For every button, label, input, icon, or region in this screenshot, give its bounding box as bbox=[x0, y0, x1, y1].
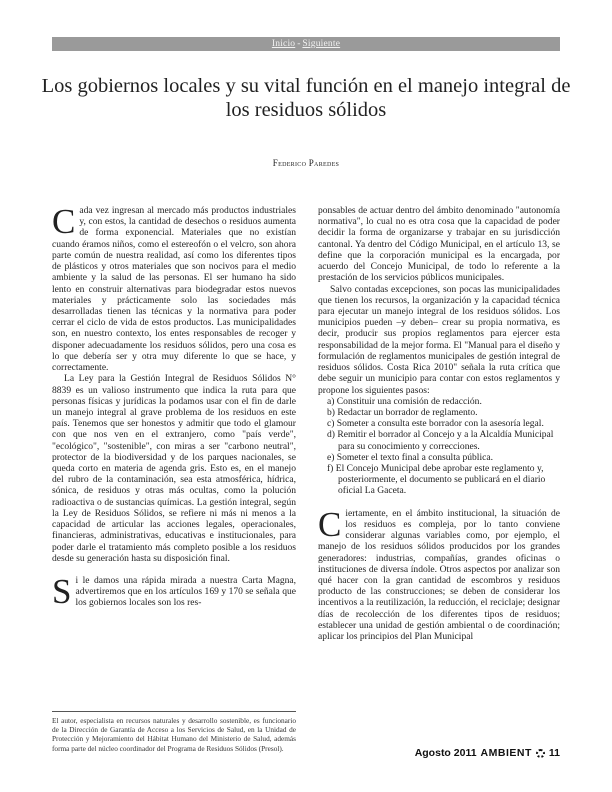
drop-cap: S bbox=[52, 572, 72, 611]
footnote-divider bbox=[52, 711, 296, 712]
paragraph-text: iertamente, en el ámbito institucional, la situación de los residuos es compleja, por lo tanto conviene considerar algunas variables como, por ejemplo, el manejo de los residuos sólidos producidos por los grandes generadores: industrias, compañías, grandes oficinas o instituciones de diversa índole. Otros aspectos por analizar son qué hacer con la gran cantidad de escombros y residuos producto de las construcciones; se deben de considerar los incentivos a la reutilización, la reducción, el reciclaje; designar días de recolección de los diferentes tipos de residuos; establecer una unidad de gestión ambiental o de coordinación; aplicar los principios del Plan Municipal bbox=[318, 507, 560, 643]
paragraph: La Ley para la Gestión Integral de Residuos Sólidos N° 8839 es un valioso instrumento que indica la ruta para que personas físicas y jurídicas la podamos usar con el fin de darle un manejo integral al grave problema de los residuos en este país. Tenemos que ser honestos y admitir que todo el glamour con que nos ven en el extranjero, como "país verde", "ecológico", "sostenible", con miras a ser "carbono neutral", protector de la biodiversidad y de los parques nacionales, se queda corto en materia de agenda gris. Esto es, en el manejo del rubro de la contaminación, sea esta atmosférica, hídrica, sónica, de residuos y otras más ocultas, como la polución radioactiva o de sustancias químicas. La gestión integral, según la Ley de Residuos Sólidos, se refiere ni más ni menos a la capacidad de articular las acciones legales, operacionales, financieras, administrativas, educativas e institucionales, para poder darle el tratamiento más completo posible a los residuos desde su generación hasta su disposición final. bbox=[52, 373, 296, 564]
steps-list bbox=[318, 396, 560, 497]
nav-separator: - bbox=[297, 39, 301, 49]
list-item: a) Constituir una comisión de redacción. bbox=[327, 395, 482, 407]
right-column bbox=[318, 205, 560, 642]
list-item: f) El Concejo Municipal debe aprobar este reglamento y, posteriormente, el documento se publicará en el diario oficial La Gaceta. bbox=[327, 463, 546, 497]
navigation-bar bbox=[52, 37, 560, 51]
magazine-name: AMBIENT bbox=[480, 747, 532, 759]
drop-cap: C bbox=[318, 504, 342, 544]
issue-date: Agosto 2011 bbox=[414, 747, 477, 759]
next-link[interactable]: Siguiente bbox=[302, 39, 341, 49]
paragraph-text: i le damos una rápida mirada a nuestra Carta Magna, advertiremos que en los artículos 169 y 170 se señala que los gobiernos locales son los res- bbox=[75, 575, 296, 609]
paragraph bbox=[52, 572, 296, 611]
page-number: 11 bbox=[548, 747, 560, 759]
list-item: c) Someter a consulta este borrador con la asesoría legal. bbox=[327, 418, 544, 430]
drop-cap: C bbox=[52, 202, 76, 241]
paragraph-text: ada vez ingresan al mercado más productos industriales y, con estos, la cantidad de desechos o residuos aumenta de forma exponencial. Materiales que no existían cuando éramos niños, como el estereofón o el velcro, son ahora parte común de nuestra realidad, así como los diferentes tipos de plásticos y otros materiales que son nocivos para el medio ambiente y la salud de las personas. El ser humano ha sido lento en construir alternativas para biodegradar estos nuevos materiales y prácticamente solo las sociedades más desarrolladas tienen las técnicas y la normativa para poder cerrar el ciclo de vida de estos productos. Las municipalidades son, en nuestro contexto, los entes responsables de recoger y disponer adecuadamente los residuos sólidos, pero una cosa es lo que debería ser y otra muy diferente lo que se hace, y correctamente. bbox=[52, 205, 296, 374]
author-name: Federico Paredes bbox=[272, 158, 340, 168]
article-title: Los gobiernos locales y su vital función en el manejo integral de los residuos sólidos bbox=[41, 75, 571, 121]
paragraph bbox=[52, 202, 296, 374]
list-item: e) Someter el texto final a consulta pública. bbox=[327, 451, 493, 463]
list-item: d) Remitir el borrador al Concejo y a la Alcaldía Municipal para su conocimiento y correcciones. bbox=[327, 429, 554, 452]
magazine-logo-icon bbox=[536, 749, 545, 758]
author-footnote: El autor, especialista en recursos naturales y desarrollo sostenible, es funcionario de la Dirección de Garantía de Acceso a los Servicios de Salud, en la Unidad de Protección y Mejoramiento del Hábitat Humano del Ministerio de Salud, además forma parte del núcleo coordinador del Programa de Residuos Sólidos (Presol). bbox=[52, 716, 296, 753]
page-footer bbox=[415, 747, 560, 759]
home-link[interactable]: Inicio bbox=[271, 39, 296, 49]
left-column bbox=[52, 202, 296, 611]
paragraph bbox=[318, 504, 560, 643]
paragraph: ponsables de actuar dentro del ámbito denominado "autonomía normativa", lo cual no es otra cosa que la capacidad de poder decidir la forma de organizarse y trabajar en su jurisdicción cantonal. Ya dentro del Código Municipal, en el artículo 13, se define que la corporación municipal es la encargada, por acuerdo del Concejo Municipal, de todo lo referente a la prestación de los servicios públicos municipales. bbox=[318, 205, 560, 284]
list-item: b) Redactar un borrador de reglamento. bbox=[327, 406, 478, 418]
paragraph: Salvo contadas excepciones, son pocas las municipalidades que tienen los recursos, la organización y la capacidad técnica para ejecutar un manejo integral de los residuos sólidos. Los municipios pueden –y deben– crear su propia normativa, es decir, producir sus propios reglamentos para ejercer esta responsabilidad de la mejor forma. El "Manual para el diseño y formulación de reglamentos municipales de gestión integral de residuos sólidos. Costa Rica 2010" señala la ruta crítica que debe seguir un municipio para contar con estos reglamentos y propone los siguientes pasos: bbox=[318, 283, 560, 396]
